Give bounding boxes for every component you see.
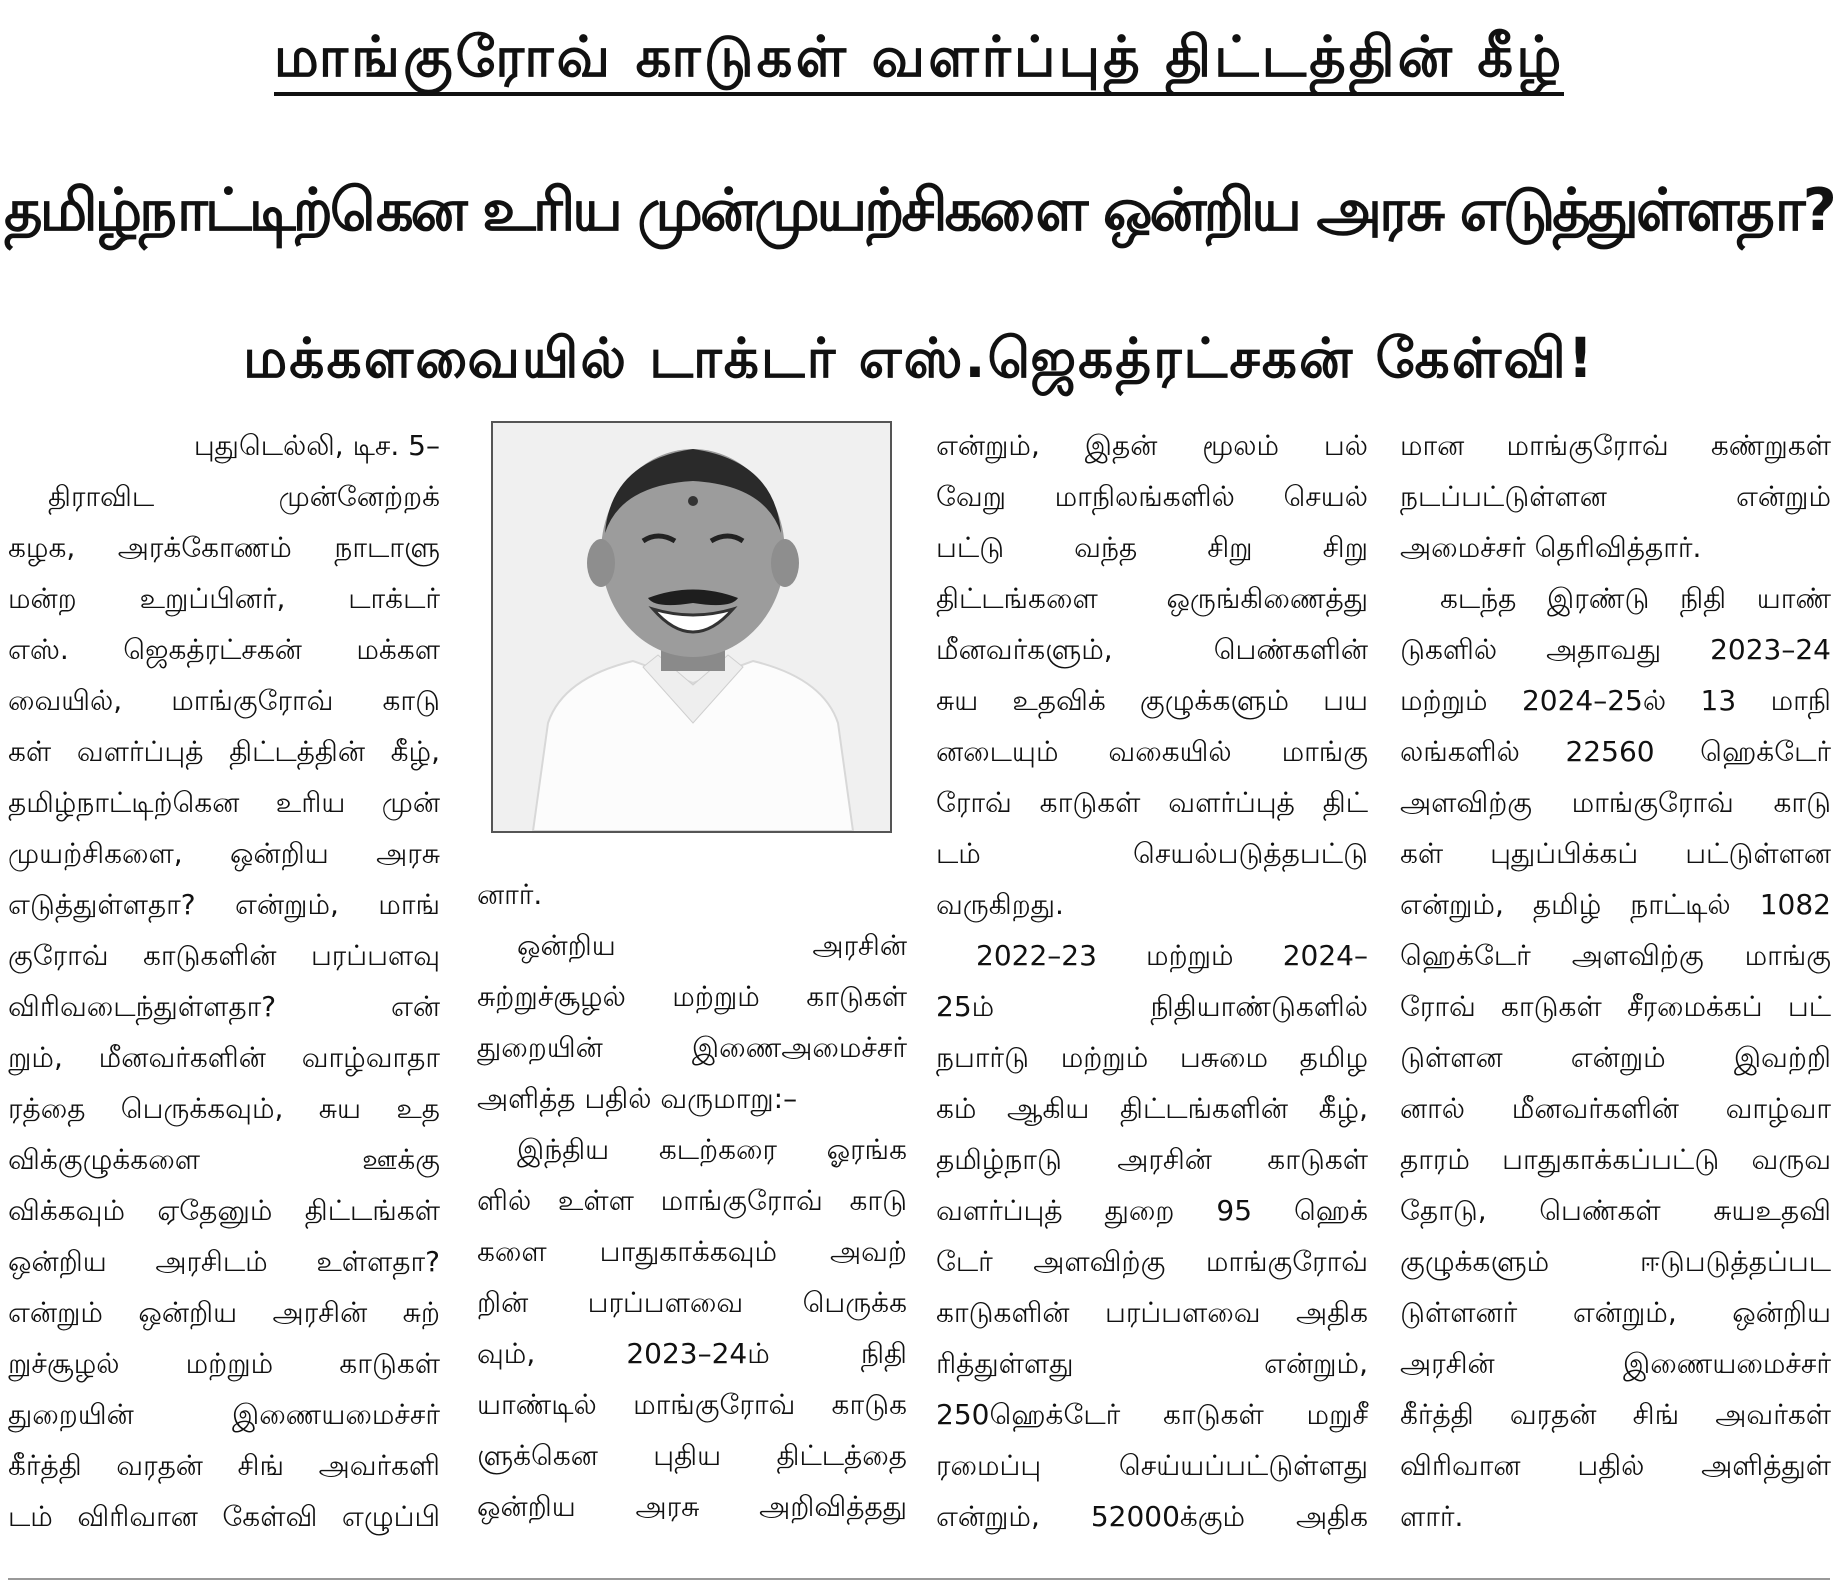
text-line: னார். — [477, 878, 543, 911]
text-line: விக்கவும் ஏதேனும் திட்டங்கள் — [8, 1194, 440, 1227]
text-line: ரித்துள்ளது என்றும், — [936, 1347, 1368, 1380]
text-line: ரோவ் காடுகள் சீரமைக்கப் பட் — [1400, 990, 1831, 1023]
text-line: ஒன்றிய அரசு அறிவித்தது — [477, 1490, 907, 1523]
article-column-2 — [477, 869, 907, 1532]
portrait-illustration — [493, 423, 890, 831]
text-line: றின் பரப்பளவை பெருக்க — [477, 1286, 907, 1319]
text-line: வேறு மாநிலங்களில் செயல் — [936, 480, 1368, 513]
text-line: குரோவ் காடுகளின் பரப்பளவு — [8, 939, 440, 972]
text-line: ளுக்கென புதிய திட்டத்தை — [477, 1439, 907, 1472]
text-line: ளில் உள்ள மாங்குரோவ் காடு — [477, 1184, 907, 1217]
text-line: தமிழ்நாட்டிற்கென உரிய முன் — [8, 786, 440, 819]
text-line: 2022–23 மற்றும் 2024– — [976, 939, 1368, 972]
text-line: நபார்டு மற்றும் பசுமை தமிழ — [936, 1041, 1368, 1074]
text-line: துறையின் இணைஅமைச்சர் — [477, 1031, 907, 1064]
text-line: டுகளில் அதாவது 2023–24 — [1400, 633, 1831, 666]
bottom-rule — [8, 1578, 1830, 1580]
text-line: விரிவான பதில் அளித்துள் — [1400, 1449, 1831, 1482]
text-line: குழுக்களும் ஈடுபடுத்தப்பட — [1400, 1245, 1831, 1278]
text-line: விரிவடைந்துள்ளதா? என் — [8, 990, 440, 1023]
subheadline: மக்களவையில் டாக்டர் எஸ்.ஜெகத்ரட்சகன் கேள்வி! — [243, 326, 1595, 390]
text-line: தோடு, பெண்கள் சுயஉதவி — [1400, 1194, 1831, 1227]
text-line: வருகிறது. — [936, 888, 1064, 921]
article-column-3 — [936, 420, 1368, 1542]
text-line: துறையின் இணையமைச்சர் — [8, 1398, 440, 1431]
text-line: ஒன்றிய அரசிடம் உள்ளதா? — [8, 1245, 440, 1278]
text-line: கீர்த்தி வரதன் சிங் அவர்களி — [8, 1449, 440, 1482]
text-line: டேர் அளவிற்கு மாங்குரோவ் — [936, 1245, 1368, 1278]
text-line: நடப்பட்டுள்ளன என்றும் — [1400, 480, 1831, 513]
text-line: ஒன்றிய அரசின் — [517, 929, 907, 962]
text-line: யாண்டில் மாங்குரோவ் காடுக — [477, 1388, 907, 1421]
text-line: ளார். — [1400, 1500, 1464, 1533]
text-line: றும், மீனவர்களின் வாழ்வாதா — [8, 1041, 440, 1074]
text-line: னடையும் வகையில் மாங்கு — [936, 735, 1368, 768]
text-line: காடுகளின் பரப்பளவை அதிக — [936, 1296, 1368, 1329]
text-line: ஹெக்டேர் அளவிற்கு மாங்கு — [1400, 939, 1831, 972]
text-line: கள் புதுப்பிக்கப் பட்டுள்ளன — [1400, 837, 1831, 870]
text-line: திராவிட முன்னேற்றக் — [48, 480, 440, 513]
text-line: இந்திய கடற்கரை ஓரங்க — [517, 1133, 907, 1166]
text-line: 250ஹெக்டேர் காடுகள் மறுசீ — [936, 1398, 1368, 1431]
text-line: மற்றும் 2024–25ல் 13 மாநி — [1400, 684, 1831, 717]
text-line: டம் செயல்படுத்தபட்டு — [936, 837, 1368, 870]
text-line: சுய உதவிக் குழுக்களும் பய — [936, 684, 1368, 717]
kicker-heading — [0, 22, 1838, 94]
text-line: கள் வளர்ப்புத் திட்டத்தின் கீழ், — [8, 735, 440, 768]
text-line: சுற்றுச்சூழல் மற்றும் காடுகள் — [477, 980, 907, 1013]
text-line: லங்களில் 22560 ஹெக்டேர் — [1400, 735, 1831, 768]
text-line: எஸ். ஜெகத்ரட்சகன் மக்கள — [8, 633, 440, 666]
text-line: கடந்த இரண்டு நிதி யாண் — [1440, 582, 1831, 615]
text-line: அளவிற்கு மாங்குரோவ் காடு — [1400, 786, 1831, 819]
text-line: னால் மீனவர்களின் வாழ்வா — [1400, 1092, 1831, 1125]
text-line: விக்குழுக்களை ஊக்கு — [8, 1143, 440, 1176]
text-line: மான மாங்குரோவ் கண்றுகள் — [1400, 429, 1831, 462]
text-line: வும், 2023–24ம் நிதி — [477, 1337, 907, 1370]
dateline: புதுடெல்லி, டிச. 5– — [193, 429, 440, 462]
text-line: தமிழ்நாடு அரசின் காடுகள் — [936, 1143, 1368, 1176]
text-line: மீனவர்களும், பெண்களின் — [936, 633, 1368, 666]
text-line: எடுத்துள்ளதா? என்றும், மாங் — [8, 888, 440, 921]
text-line: களை பாதுகாக்கவும் அவற் — [477, 1235, 907, 1268]
portrait-photo — [491, 421, 892, 833]
text-line: டுள்ளன என்றும் இவற்றி — [1400, 1041, 1831, 1074]
text-line: வளர்ப்புத் துறை 95 ஹெக் — [936, 1194, 1368, 1227]
text-line: டுள்ளனர் என்றும், ஒன்றிய — [1400, 1296, 1831, 1329]
text-line: கீர்த்தி வரதன் சிங் அவர்கள் — [1400, 1398, 1831, 1431]
text-line: முயற்சிகளை, ஒன்றிய அரசு — [8, 837, 440, 870]
text-line: தாரம் பாதுகாக்கப்பட்டு வருவ — [1400, 1143, 1831, 1176]
text-line: அமைச்சர் தெரிவித்தார். — [1400, 531, 1702, 564]
article-column-1 — [8, 420, 440, 1542]
text-line: என்றும், இதன் மூலம் பல் — [936, 429, 1368, 462]
text-line: றுச்சூழல் மற்றும் காடுகள் — [8, 1347, 440, 1380]
text-line: பட்டு வந்த சிறு சிறு — [936, 531, 1368, 564]
text-line: மன்ற உறுப்பினர், டாக்டர் — [8, 582, 440, 615]
text-line: திட்டங்களை ஒருங்கிணைத்து — [936, 582, 1368, 615]
text-line: ரத்தை பெருக்கவும், சுய உத — [8, 1092, 440, 1125]
text-line: என்றும் ஒன்றிய அரசின் சுற் — [8, 1296, 440, 1329]
text-line: 25ம் நிதியாண்டுகளில் — [936, 990, 1368, 1023]
text-line: ரோவ் காடுகள் வளர்ப்புத் திட் — [936, 786, 1368, 819]
text-line: அளித்த பதில் வருமாறு:– — [477, 1082, 798, 1115]
text-line: என்றும், 52000க்கும் அதிக — [936, 1500, 1368, 1533]
text-line: டம் விரிவான கேள்வி எழுப்பி — [8, 1500, 440, 1533]
text-line: கழக, அரக்கோணம் நாடாளு — [8, 531, 440, 564]
text-line: ரமைப்பு செய்யப்பட்டுள்ளது — [936, 1449, 1368, 1482]
article-column-4 — [1400, 420, 1831, 1542]
text-line: என்றும், தமிழ் நாட்டில் 1082 — [1400, 888, 1831, 921]
headline: தமிழ்நாட்டிற்கென உரிய முன்முயற்சிகளை ஒன்றிய அரசு எடுத்துள்ளதா? — [4, 175, 1834, 244]
text-line: அரசின் இணையமைச்சர் — [1400, 1347, 1831, 1380]
text-line: கம் ஆகிய திட்டங்களின் கீழ், — [936, 1092, 1368, 1125]
kicker-text: மாங்குரோவ் காடுகள் வளர்ப்புத் திட்டத்தின் கீழ் — [274, 25, 1565, 96]
text-line: வையில், மாங்குரோவ் காடு — [8, 684, 440, 717]
